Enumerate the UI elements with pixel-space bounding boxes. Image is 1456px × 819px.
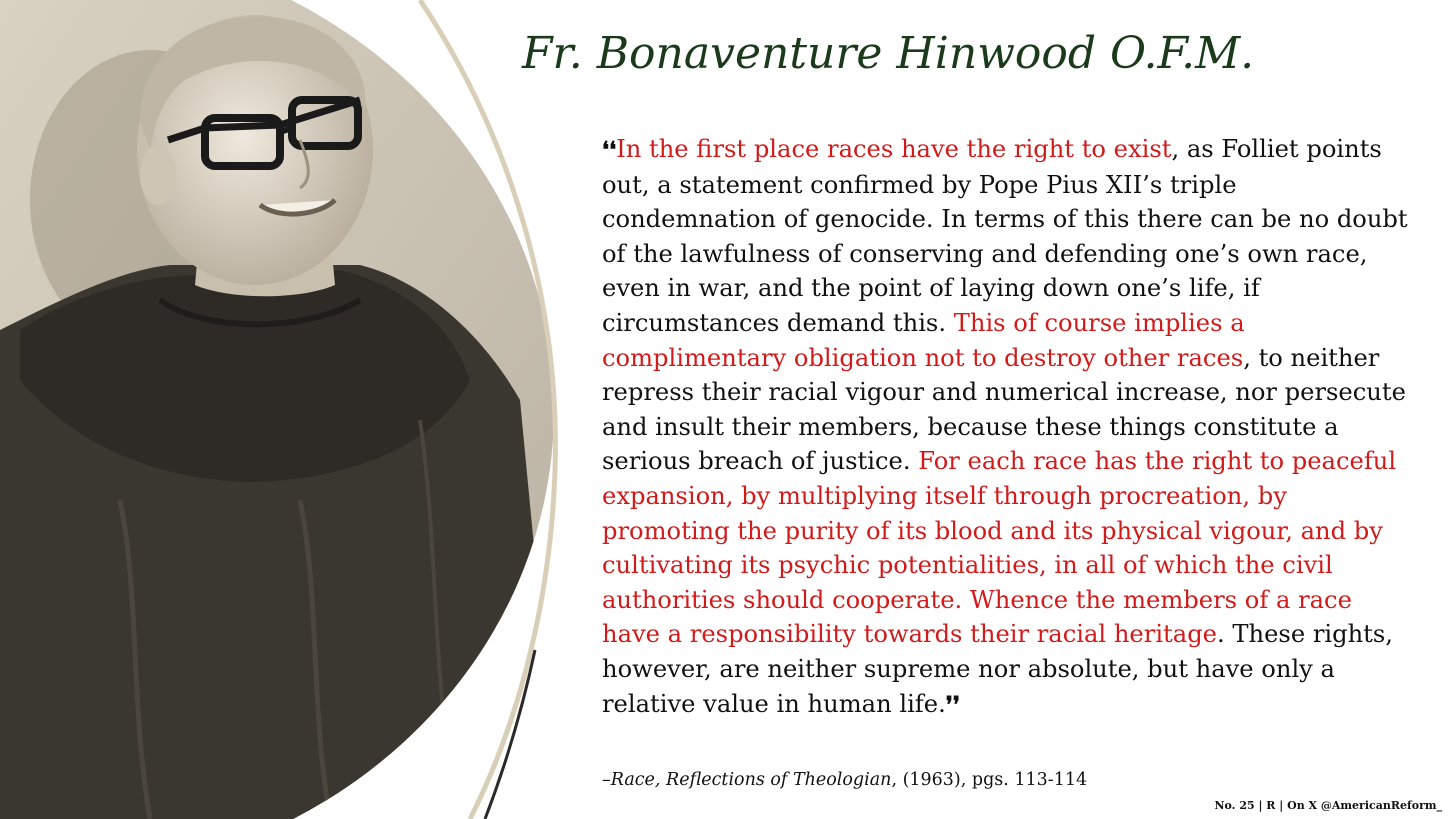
quote-segment-2: , as Folliet points out, a statement confirmed by Pope Pius XII’s triple condemnation of genocide. In terms of this there can be no doubt of the lawfulness of conserving and defending one’s own race, even in war, and the point of laying down one’s life, if circumstances demand this. <box>602 135 1408 337</box>
close-quote-mark: ❜❜ <box>945 691 960 718</box>
footer-tag: No. 25 | R | On X @AmericanReform_ <box>1214 799 1442 812</box>
citation <box>602 770 1087 790</box>
portrait-photo <box>0 0 560 819</box>
citation-dash: – <box>602 770 611 790</box>
quote-segment-4: , to neither repress their racial vigour and numerical increase, nor persecute and insult their members, because these things constitute a serious breach of justice. <box>602 343 1406 476</box>
citation-work: Race, Reflections of Theologian <box>610 770 892 790</box>
quote-segment-1: In the first place races have the right to exist <box>616 135 1172 163</box>
quote-segment-5: For each race has the right to peaceful expansion, by multiplying itself through procreation, by promoting the purity of its blood and its physical vigour, and by cultivating its psychic potentialities, in all of which the civil authorities should cooperate. Whence the members of a race have a responsibility towards their racial heritage <box>602 447 1397 649</box>
open-quote-mark: ❛❛ <box>602 137 617 163</box>
quote-segment-3: This of course implies a complimentary obligation not to destroy other races <box>602 308 1245 372</box>
portrait-image <box>0 0 560 819</box>
page-title: Fr. Bonaventure Hinwood O.F.M. <box>522 28 1255 79</box>
quote-segment-6: . These rights, however, are neither supreme nor absolute, but have only a relative value in human life. <box>602 620 1393 718</box>
quote-block <box>602 132 1412 722</box>
citation-details: , (1963), pgs. 113-114 <box>891 770 1088 790</box>
